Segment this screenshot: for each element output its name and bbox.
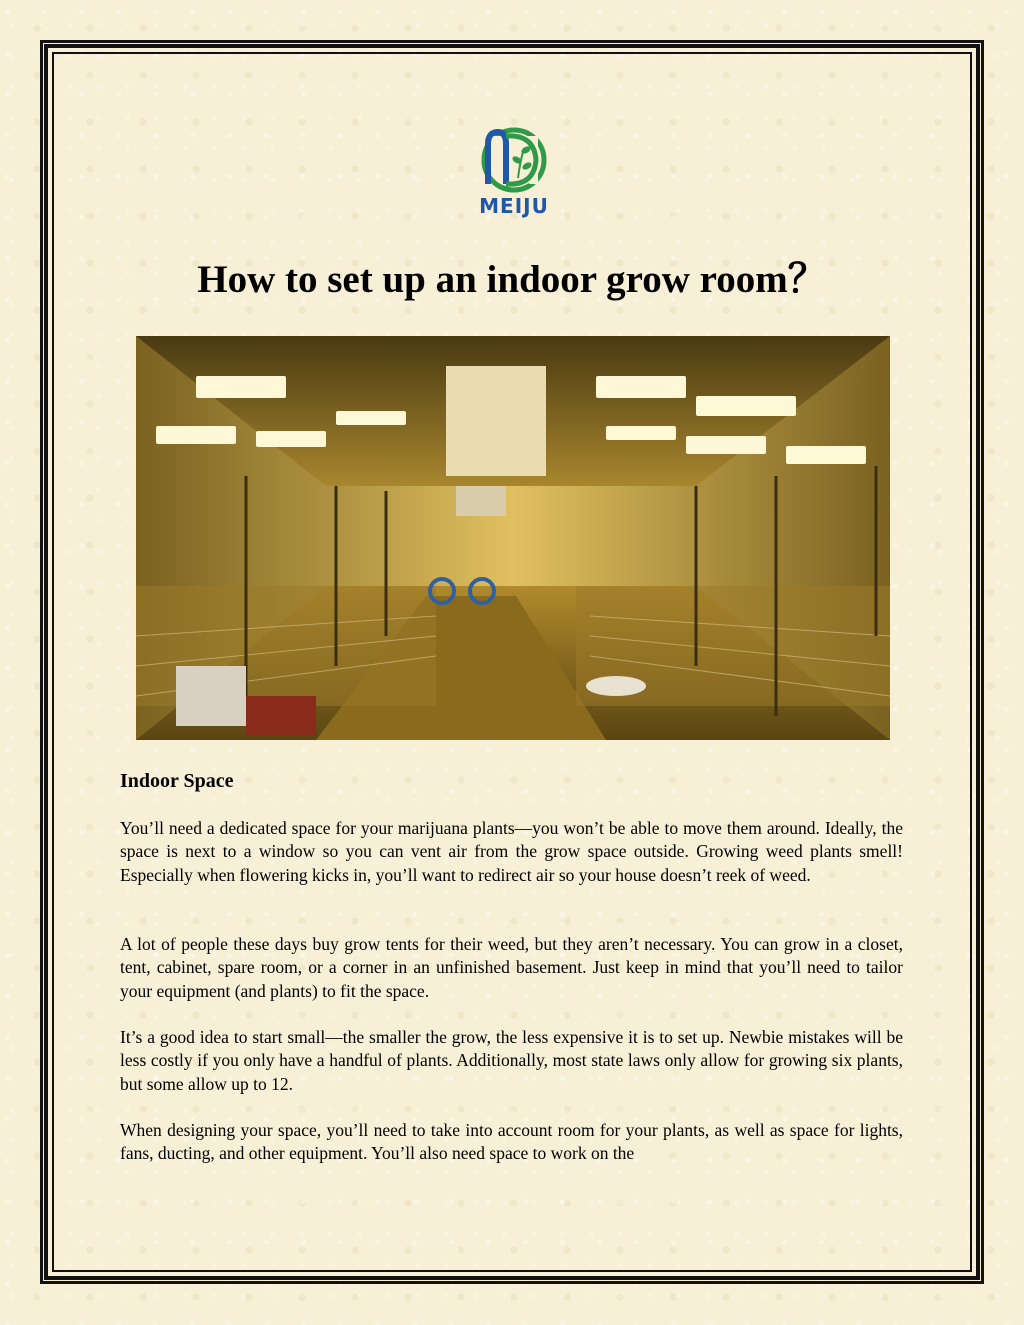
section-heading: Indoor Space	[120, 770, 234, 792]
paragraph-1: You’ll need a dedicated space for your marijuana plants—you won’t be able to move them around. Ideally, the space is next to a window so you can vent air from the grow space outside. Growing weed plants smell! Especially when flowering kicks in, you’ll want to redirect air so your house doesn’t reek of weed.	[120, 818, 903, 885]
paragraph-2: A lot of people these days buy grow tents for their weed, but they aren’t necessary. You can grow in a closet, tent, cabinet, spare room, or a corner in an unfinished basement. Just keep in mind that you’ll need to tailor your equipment (and plants) to fit the space.	[120, 934, 903, 1001]
page-title: How to set up an indoor grow room？	[197, 258, 827, 301]
logo-wordmark: MEIJU	[479, 194, 549, 218]
company-logo	[474, 122, 554, 218]
grow-room-photo	[136, 336, 890, 740]
paragraph-3: It’s a good idea to start small—the smaller the grow, the less expensive it is to set up. Newbie mistakes will be less costly if you only have a handful of plants. Additionally, most state laws only allow for growing six plants, but some allow up to 12.	[120, 1027, 903, 1094]
logo-mark-icon	[474, 122, 554, 198]
paragraph-4: When designing your space, you’ll need to take into account room for your plants, as well as space for lights, fans, ducting, and other equipment. You’ll also need space to work on the	[120, 1120, 903, 1164]
